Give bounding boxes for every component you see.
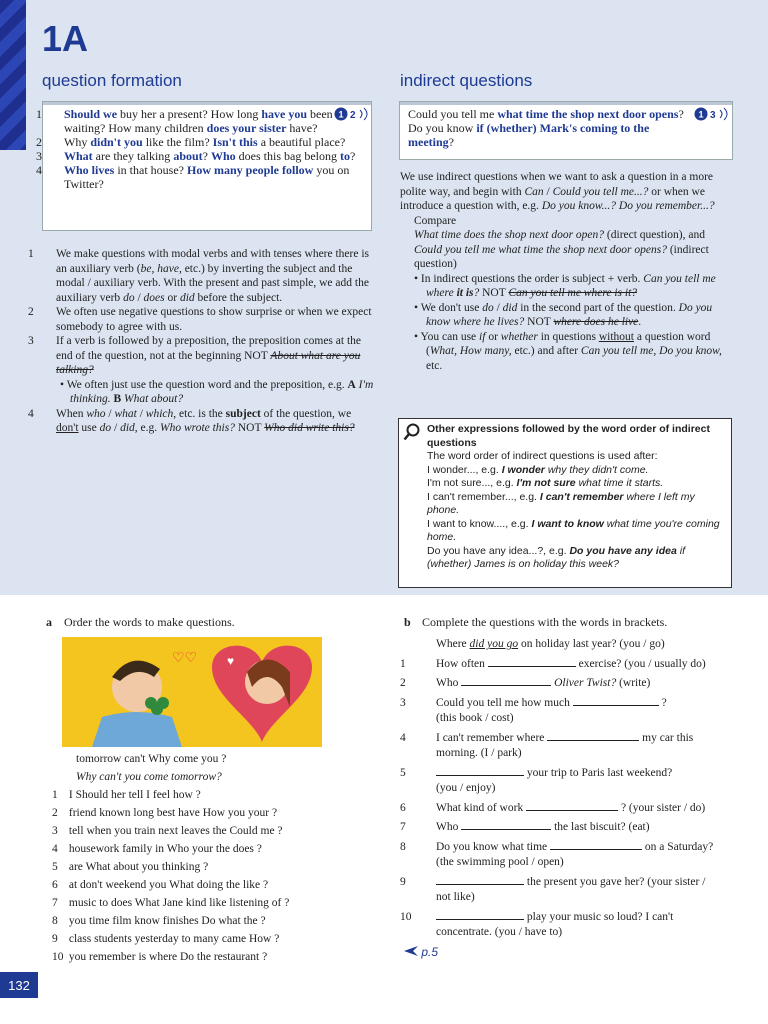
svg-text:1: 1	[338, 109, 344, 120]
bullet-item: • You can use if or whether in questions without a question word (What, How many, etc.) and after Can you tell me, Do you know, etc.	[414, 330, 722, 372]
completion-item: 5 your trip to Paris last weekend? (you / enjoy)	[418, 764, 738, 797]
answer-blank[interactable]	[488, 655, 576, 667]
svg-text:3: 3	[710, 110, 716, 121]
completion-item: 1 How often exercise? (you / usually do)	[418, 655, 738, 673]
examples-left	[36, 107, 368, 191]
svg-text:2: 2	[350, 110, 356, 121]
other-expression-line: I'm not sure..., e.g. I'm not sure what time it starts.	[427, 477, 664, 489]
answer-blank[interactable]	[461, 818, 551, 830]
answer-blank[interactable]	[436, 873, 524, 885]
answer-blank[interactable]	[436, 764, 524, 776]
rule-item: • We often just use the question word and the preposition, e.g. A I'm thinking. B What about?	[60, 378, 374, 405]
word-order-item: 5 are What about you thinking ?	[52, 861, 209, 873]
word-order-item: 7 music to does What Jane kind like listening of ?	[52, 897, 290, 909]
exercise-b-example: Where did you go on holiday last year? (you / go)	[436, 638, 665, 650]
other-expression-line: I want to know...., e.g. I want to know what time you're coming home.	[427, 517, 720, 543]
other-expression-line: I wonder..., e.g. I wonder why they didn't come.	[427, 463, 649, 476]
example-item: 2 Why didn't you like the film? Isn't this a beautiful place?	[36, 135, 346, 149]
arrow-left-icon	[404, 946, 418, 956]
other-title: Other expressions followed by the word order of indirect questions	[427, 423, 710, 449]
couple-illustration	[62, 637, 322, 747]
rule-item: 3 If a verb is followed by a preposition, the preposition comes at the end of the question, not at the beginning NOT About what are you talking?	[28, 335, 361, 376]
word-order-item: 10 you remember is where Do the restaurant ?	[52, 951, 268, 963]
audio-icon	[694, 107, 734, 121]
page-reference[interactable]: p.5	[404, 945, 438, 959]
decorative-edge-stripes	[0, 0, 26, 150]
unit-title: 1A	[42, 18, 89, 59]
rules-left	[28, 247, 376, 436]
example-answer: Why can't you come tomorrow?	[76, 771, 222, 783]
exercise-b-list	[400, 637, 738, 941]
example-words: tomorrow can't Why come you ?	[76, 753, 227, 765]
exercise-a-instruction: a Order the words to make questions.	[46, 615, 235, 629]
completion-item: 8 Do you know what time on a Saturday? (the swimming pool / open)	[418, 838, 738, 871]
completion-item: 4 I can't remember where my car this morning. (I / park)	[418, 729, 738, 762]
completion-item: 9 the present you gave her? (your sister / not like)	[418, 873, 738, 906]
compare-label: Compare	[414, 214, 457, 227]
answer-blank[interactable]	[550, 838, 642, 850]
example-item: 3 What are they talking about? Who does this bag belong to?	[36, 149, 356, 163]
completion-item: 10 play your music so loud? I can't concentrate. (you / have to)	[418, 908, 738, 941]
word-order-item: 3 tell when you train next leaves the Could me ?	[52, 825, 283, 837]
completion-item: 2 Who Oliver Twist? (write)	[418, 674, 738, 692]
example-item: 4 Who lives in that house? How many people follow you on Twitter?	[36, 163, 350, 191]
word-order-item: 4 housework family in Who your the does ?	[52, 843, 262, 855]
rule-item: 2 We often use negative questions to show surprise or when we expect somebody to agree with us.	[28, 306, 372, 333]
answer-blank[interactable]	[547, 729, 639, 741]
audio-track-right[interactable]	[694, 107, 734, 124]
rules-right: We use indirect questions when we want to ask a question in a more polite way, and begin with Can / Could you tell me...? or when we introduce a question with, e.g. Do you know...? Do you remember...? Compare What time does the shop next door open? (direct question), and Could you tell me what time the shop next door opens? (indirect question) • In indirect questions the order is subject + verb. Can you tell me where it is? NOT Can you tell me where is it? • We don't use do / did in the second part of the question. Do you know where he lives? NOT where does he live. • You can use if or whether in questions without a question word (What, How many, etc.) and after Can you tell me, Do you know, etc.	[400, 170, 734, 373]
examples-right: Could you tell me what time the shop next door opens? Do you know if (whether) Mark's coming to the meeting?	[408, 107, 684, 149]
word-order-item: 1 I Should her tell I feel how ?	[52, 789, 201, 801]
answer-blank[interactable]	[573, 694, 659, 706]
exercise-b-instruction: b Complete the questions with the words in brackets.	[404, 615, 668, 629]
answer-blank[interactable]	[526, 799, 618, 811]
bullet-item: • In indirect questions the order is subject + verb. Can you tell me where it is? NOT Can you tell me where is it?	[414, 272, 716, 299]
completion-item: 7 Who the last biscuit? (eat)	[418, 818, 738, 836]
other-expression-line: The word order of indirect questions is used after:	[427, 450, 658, 462]
magnifier-icon	[403, 423, 421, 441]
rule-item: 4 When who / what / which, etc. is the subject of the question, we don't use do / did, e.g. Who wrote this? NOT Who did write this?	[28, 407, 355, 434]
other-expressions-box	[398, 418, 732, 588]
answer-blank[interactable]	[461, 674, 551, 686]
other-expression-line: Do you have any idea...?, e.g. Do you have any idea if (whether) James is on holiday this week?	[427, 544, 685, 570]
svg-text:♥: ♥	[227, 654, 235, 668]
svg-text:1: 1	[698, 109, 704, 120]
word-order-item: 8 you time film know finishes Do what the ?	[52, 915, 266, 927]
answer-blank[interactable]	[436, 908, 524, 920]
heading-indirect-questions: indirect questions	[400, 71, 533, 90]
svg-text:♡♡: ♡♡	[172, 649, 198, 665]
word-order-item: 9 class students yesterday to many came How ?	[52, 933, 280, 945]
example-item: 1 Should we buy her a present? How long have you been waiting? How many children does your sister have?	[36, 107, 333, 135]
completion-item: 6 What kind of work ? (your sister / do)	[418, 799, 738, 817]
page-number: 132	[0, 972, 38, 998]
word-order-item: 6 at don't weekend you What doing the like ?	[52, 879, 269, 891]
word-order-item: 2 friend known long best have How you your ?	[52, 807, 278, 819]
heading-question-formation: question formation	[42, 71, 182, 90]
other-expression-line: I can't remember..., e.g. I can't remember where I left my phone.	[427, 490, 695, 516]
exercise-a-list	[52, 750, 372, 966]
rule-item: 1 We make questions with modal verbs and with tenses where there is an auxiliary verb (be, have, etc.) by inverting the subject and the modal / auxiliary verb. With the present and past simple, we add the auxiliary verb do / does or did before the subject.	[28, 248, 370, 304]
bullet-item: • We don't use do / did in the second part of the question. Do you know where he lives? NOT where does he live.	[414, 301, 713, 328]
completion-item: 3 Could you tell me how much ? (this book / cost)	[418, 694, 738, 727]
